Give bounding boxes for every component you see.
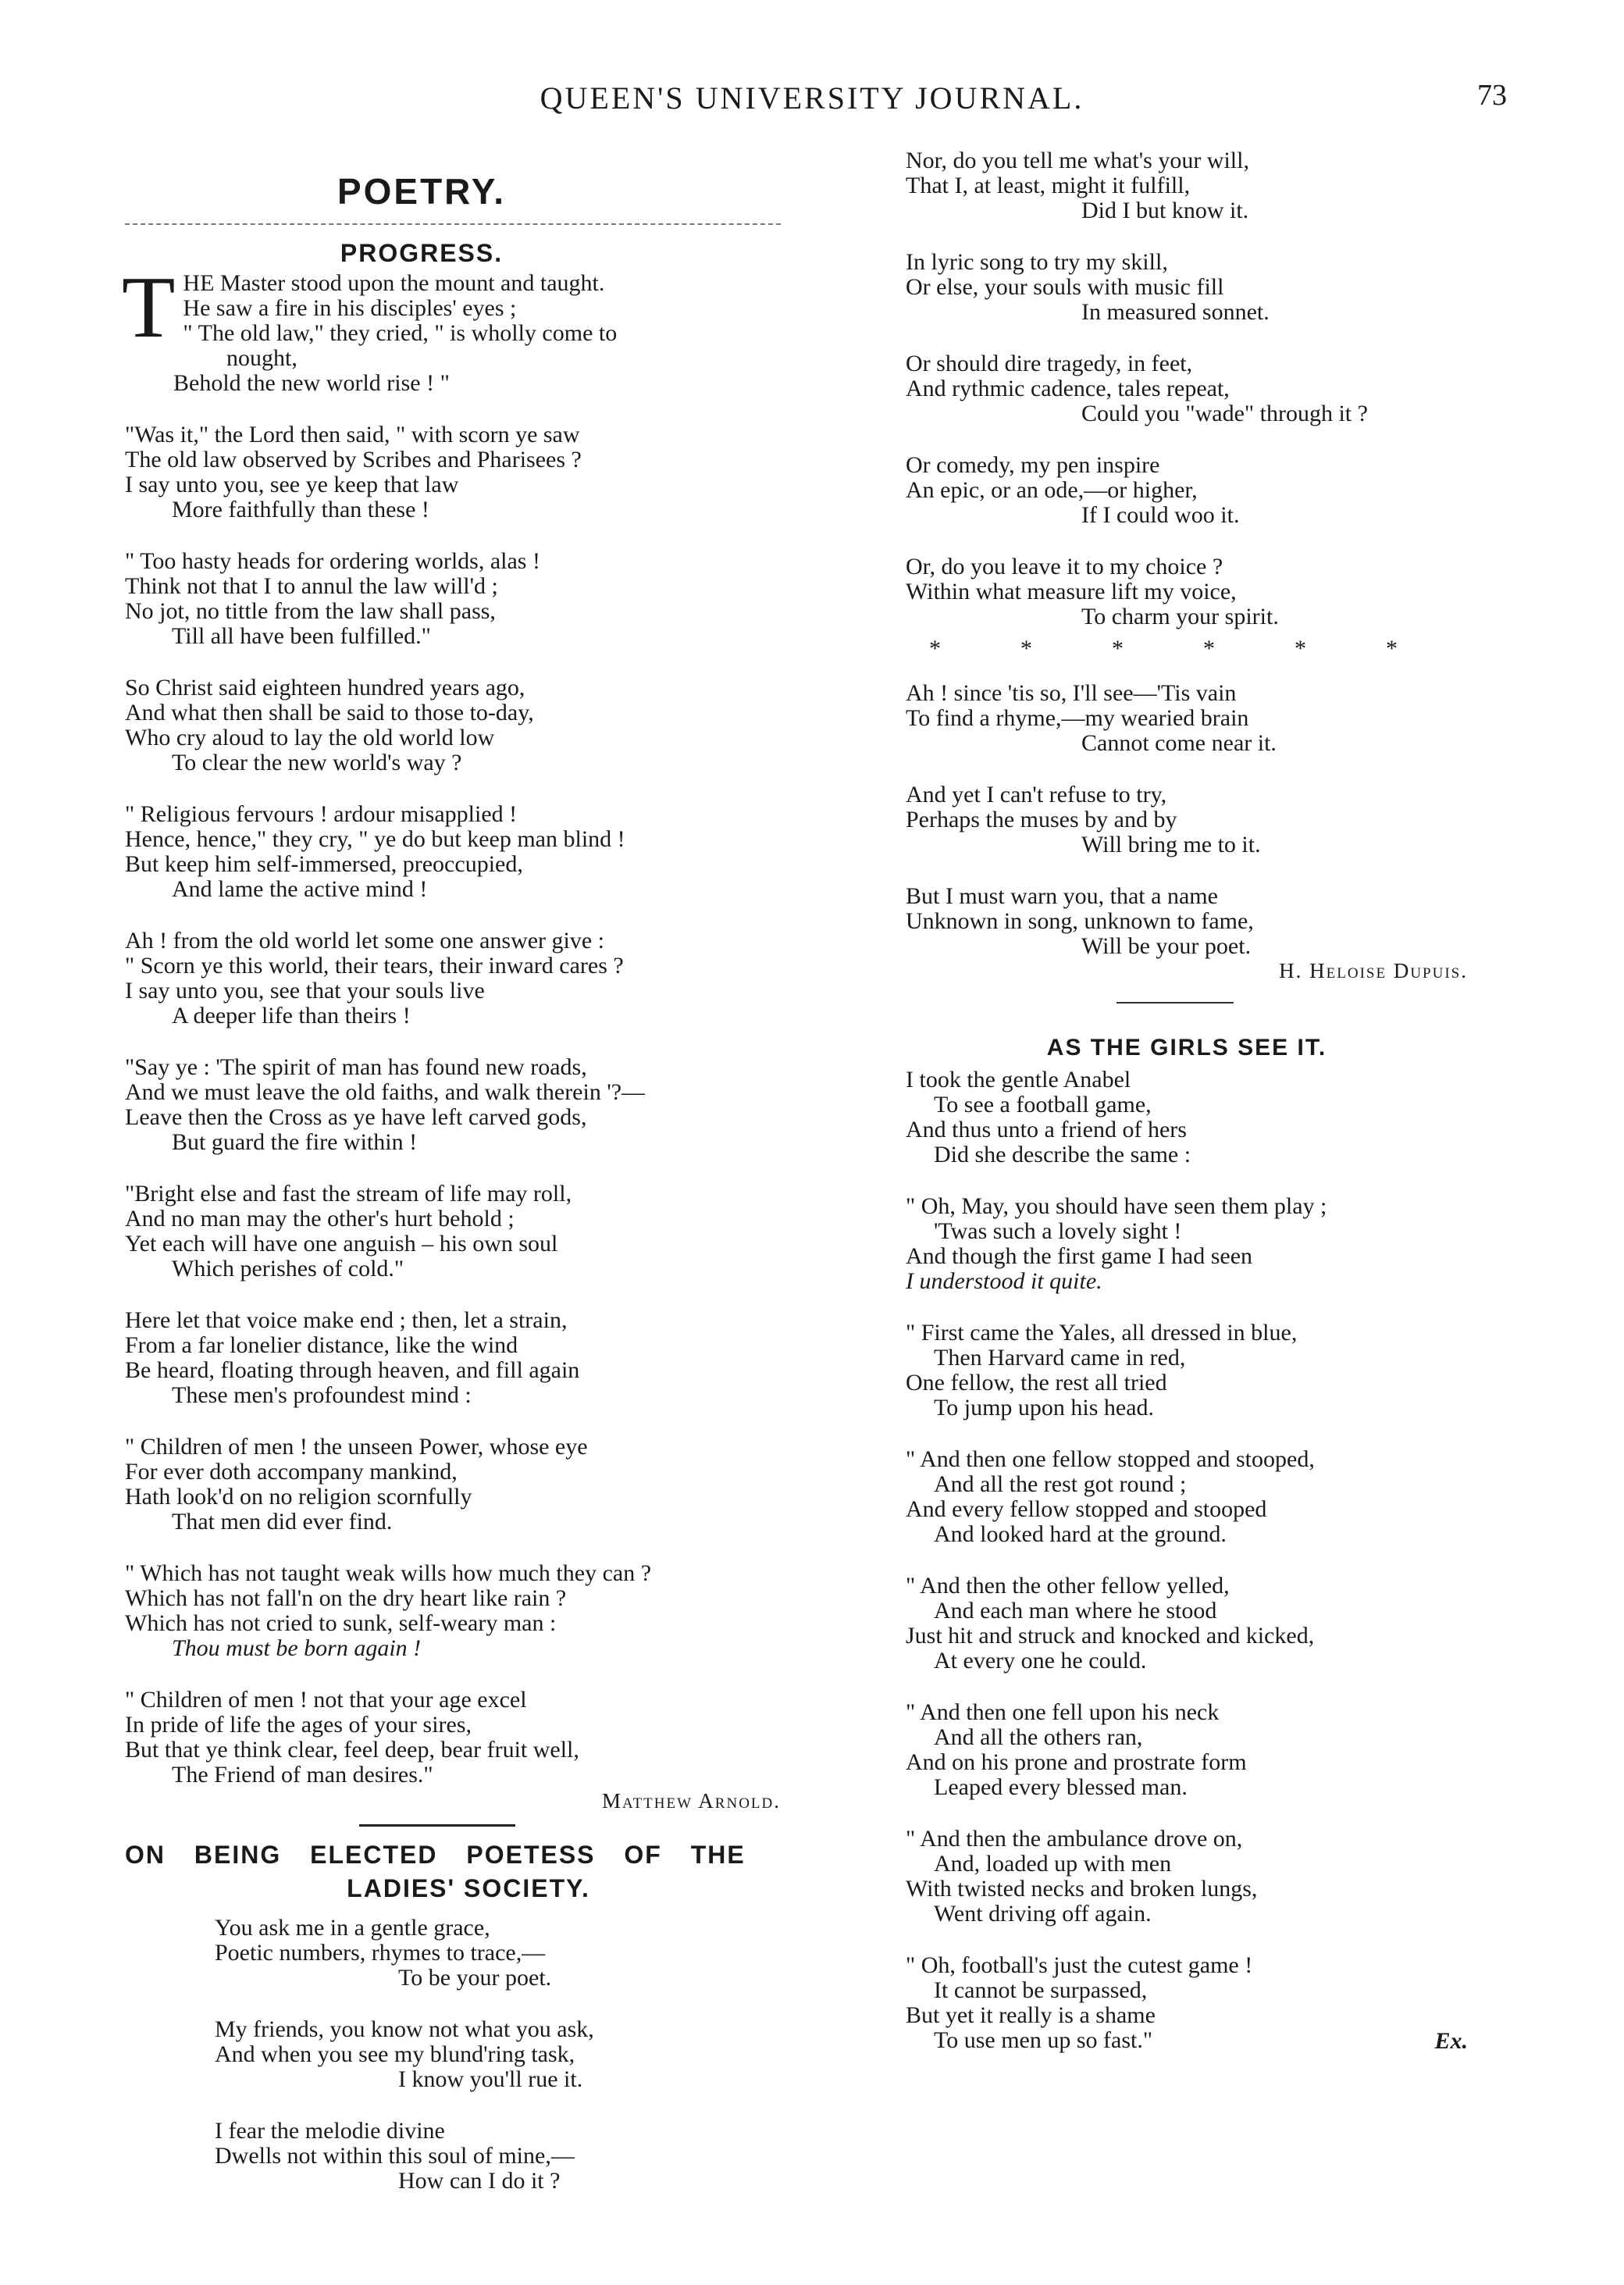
poem-line: Then Harvard came in red, bbox=[934, 1345, 1186, 1371]
stanza-gap bbox=[906, 528, 1499, 554]
poem-line: And yet I can't refuse to try, bbox=[906, 782, 1167, 807]
poetess-stanza bbox=[906, 681, 1499, 756]
poem-line: That men did ever find. bbox=[172, 1509, 393, 1535]
poem-line: And when you see my blund'ring task, bbox=[215, 2041, 575, 2067]
stanza-gap bbox=[906, 1421, 1499, 1447]
poem-line: Hence, hence," they cry, " ye do but keep man blind ! bbox=[125, 826, 625, 852]
poem-line: " Oh, May, you should have seen them play ; bbox=[906, 1193, 1327, 1219]
poem-line: Be heard, floating through heaven, and fill again bbox=[125, 1357, 580, 1383]
poem-line: To use men up so fast." bbox=[934, 2027, 1153, 2053]
poem-title-poetess-line1: ON BEING ELECTED POETESS OF THE bbox=[125, 1841, 746, 1869]
poem-line: Will bring me to it. bbox=[1081, 832, 1261, 857]
stanza-gap bbox=[906, 426, 1499, 453]
stanza-gap bbox=[906, 223, 1499, 250]
poem-line: And all the others ran, bbox=[934, 1724, 1143, 1750]
poem-line: And on his prone and prostrate form bbox=[906, 1749, 1247, 1775]
poem-line: Poetic numbers, rhymes to trace,— bbox=[215, 1940, 546, 1966]
stanza-gap bbox=[906, 756, 1499, 782]
left-column bbox=[122, 239, 812, 2194]
progress-stanza bbox=[125, 1561, 812, 1661]
poetess-stanza bbox=[906, 782, 1499, 857]
stanza-gap bbox=[125, 775, 812, 802]
stanza-gap bbox=[125, 1282, 812, 1308]
poem-line: Nor, do you tell me what's your will, bbox=[906, 148, 1249, 173]
stanza-gap bbox=[125, 1408, 812, 1435]
poem-line: Within what measure lift my voice, bbox=[906, 579, 1237, 604]
poem-line: " And then the ambulance drove on, bbox=[906, 1826, 1243, 1852]
progress-stanza bbox=[125, 422, 812, 522]
poem-line: " Scorn ye this world, their tears, their inward cares ? bbox=[125, 953, 624, 979]
poem-line: One fellow, the rest all tried bbox=[906, 1370, 1167, 1396]
girls-stanza bbox=[906, 1068, 1499, 1167]
poem-line: Leave then the Cross as ye have left carved gods, bbox=[125, 1104, 587, 1130]
progress-stanza-1 bbox=[122, 259, 812, 396]
poem-line: For ever doth accompany mankind, bbox=[125, 1459, 458, 1485]
poem-line: Just hit and struck and knocked and kicked, bbox=[906, 1623, 1315, 1649]
poem-line: Hath look'd on no religion scornfully bbox=[125, 1484, 472, 1510]
poem-line: The old law observed by Scribes and Pharisees ? bbox=[125, 447, 582, 472]
poem-line: But guard the fire within ! bbox=[172, 1129, 418, 1155]
poem-line: And though the first game I had seen bbox=[906, 1243, 1253, 1269]
poetess-stanza bbox=[906, 250, 1499, 325]
poem-line: Who cry aloud to lay the old world low bbox=[125, 725, 495, 750]
poem-line: And what then shall be said to those to-day, bbox=[125, 700, 534, 725]
poem-line: It cannot be surpassed, bbox=[934, 1977, 1148, 2003]
stanza-gap bbox=[125, 649, 812, 676]
poetess-stanza bbox=[215, 2119, 812, 2194]
girls-stanzas bbox=[906, 1068, 1499, 2053]
poem-title-girls: AS THE GIRLS SEE IT. bbox=[1046, 1035, 1327, 1061]
poem-line: Yet each will have one anguish – his own soul bbox=[125, 1231, 558, 1257]
poem-line: Unknown in song, unknown to fame, bbox=[906, 908, 1254, 934]
poem-line: But I must warn you, that a name bbox=[906, 883, 1218, 909]
running-head: QUEEN'S UNIVERSITY JOURNAL. bbox=[540, 80, 1084, 116]
stanza-gap bbox=[215, 1991, 812, 2017]
poem-line: So Christ said eighteen hundred years ago, bbox=[125, 675, 525, 700]
stanza-gap bbox=[125, 902, 812, 929]
poem-line: That I, at least, might it fulfill, bbox=[906, 173, 1191, 198]
poem-line: These men's profoundest mind : bbox=[172, 1382, 472, 1408]
poem-line: And no man may the other's hurt behold ; bbox=[125, 1206, 515, 1232]
poem-line: Which has not cried to sunk, self-weary man : bbox=[125, 1610, 557, 1636]
star-ornament: * bbox=[1295, 636, 1306, 661]
poem-line: An epic, or an ode,—or higher, bbox=[906, 477, 1198, 503]
progress-stanza bbox=[125, 929, 812, 1028]
poem-line: And each man where he stood bbox=[934, 1598, 1217, 1624]
poem-line: Which perishes of cold." bbox=[172, 1256, 404, 1282]
girls-stanza bbox=[906, 1574, 1499, 1674]
poem-line: At every one he could. bbox=[934, 1648, 1147, 1674]
poem-line: I fear the melodie divine bbox=[215, 2118, 445, 2144]
poem-line: I know you'll rue it. bbox=[398, 2066, 583, 2092]
stanza-gap bbox=[906, 1294, 1499, 1321]
star-ornament: * bbox=[1386, 636, 1398, 661]
poetess-stanza bbox=[906, 453, 1499, 528]
poem-line: Which has not fall'n on the dry heart like rain ? bbox=[125, 1585, 567, 1611]
progress-stanzas bbox=[125, 396, 812, 1788]
progress-stanza bbox=[125, 676, 812, 775]
star-ornament: * bbox=[1203, 636, 1215, 661]
poem-line: " Children of men ! not that your age excel bbox=[125, 1687, 527, 1713]
poetess-stanza bbox=[906, 884, 1499, 959]
poem-line: And lame the active mind ! bbox=[172, 876, 428, 902]
poem-line: Perhaps the muses by and by bbox=[906, 807, 1177, 832]
poem-line: " Children of men ! the unseen Power, whose eye bbox=[125, 1434, 588, 1460]
poem-divider bbox=[1116, 1002, 1234, 1003]
progress-stanza bbox=[125, 1688, 812, 1788]
stanza-gap bbox=[906, 1674, 1499, 1700]
poem-line: In lyric song to try my skill, bbox=[906, 249, 1168, 275]
poem-line: To clear the new world's way ? bbox=[172, 750, 462, 775]
stanza-gap bbox=[125, 522, 812, 549]
poem-line: Here let that voice make end ; then, let a strain, bbox=[125, 1307, 568, 1333]
poem-line: Or, do you leave it to my choice ? bbox=[906, 554, 1223, 579]
poem-line: But keep him self-immersed, preoccupied, bbox=[125, 851, 523, 877]
poem-line: My friends, you know not what you ask, bbox=[215, 2016, 594, 2042]
poem-line: And looked hard at the ground. bbox=[934, 1521, 1227, 1547]
poem-line: " And then one fell upon his neck bbox=[906, 1699, 1220, 1725]
poem-line: " And then one fellow stopped and stooped, bbox=[906, 1446, 1315, 1472]
section-stars bbox=[906, 636, 1398, 662]
poem-line: " Religious fervours ! ardour misapplied ! bbox=[125, 801, 518, 827]
poem-line: " First came the Yales, all dressed in blue, bbox=[906, 1320, 1298, 1346]
poem-line: Did she describe the same : bbox=[934, 1142, 1191, 1167]
poem-line: Thou must be born again ! bbox=[172, 1635, 422, 1661]
poem-line: If I could woo it. bbox=[1081, 502, 1240, 528]
stanza-gap bbox=[906, 1167, 1499, 1194]
poem-line: nought, bbox=[226, 345, 297, 371]
stanza-gap bbox=[906, 1800, 1499, 1827]
credit-ex: Ex. bbox=[1434, 2028, 1468, 2054]
poem-line: In measured sonnet. bbox=[1081, 299, 1270, 325]
poem-line: With twisted necks and broken lungs, bbox=[906, 1876, 1258, 1902]
stanza-gap bbox=[125, 1661, 812, 1688]
poetess-stanza bbox=[906, 148, 1499, 223]
poem-line: " Which has not taught weak wills how much they can ? bbox=[125, 1560, 652, 1586]
stanza-gap bbox=[125, 396, 812, 422]
stanza-gap bbox=[125, 1028, 812, 1055]
poetess-stanzas-after bbox=[906, 681, 1499, 959]
poem-line: I say unto you, see that your souls live bbox=[125, 978, 485, 1003]
poem-line: And we must leave the old faiths, and walk therein '?— bbox=[125, 1079, 646, 1105]
poem-line: I say unto you, see ye keep that law bbox=[125, 472, 459, 497]
poem-line: Or should dire tragedy, in feet, bbox=[906, 351, 1193, 376]
progress-stanza bbox=[125, 1435, 812, 1535]
poem-line: And thus unto a friend of hers bbox=[906, 1117, 1187, 1142]
poem-line: I understood it quite. bbox=[906, 1268, 1102, 1294]
drop-cap: T bbox=[122, 259, 176, 356]
poem-line: Dwells not within this soul of mine,— bbox=[215, 2143, 575, 2169]
stanza-gap bbox=[906, 1547, 1499, 1574]
stanza-gap bbox=[906, 857, 1499, 884]
poem-line: To see a football game, bbox=[934, 1092, 1152, 1118]
poem-line: The Friend of man desires." bbox=[172, 1762, 433, 1788]
progress-stanza bbox=[125, 1182, 812, 1282]
girls-stanza bbox=[906, 1447, 1499, 1547]
section-title: POETRY. bbox=[337, 171, 507, 212]
progress-stanza bbox=[125, 802, 812, 902]
poem-line: HE Master stood upon the mount and taught. bbox=[183, 270, 605, 296]
poem-line: But yet it really is a shame bbox=[906, 2002, 1156, 2028]
poem-line: I took the gentle Anabel bbox=[906, 1067, 1131, 1093]
poem-line: Could you "wade" through it ? bbox=[1081, 401, 1368, 426]
poetess-stanza bbox=[215, 2017, 812, 2092]
poem-line: How can I do it ? bbox=[398, 2168, 561, 2194]
progress-stanza bbox=[125, 1055, 812, 1155]
poem-line: But that ye think clear, feel deep, bear fruit well, bbox=[125, 1737, 579, 1763]
poem-line: You ask me in a gentle grace, bbox=[215, 1915, 490, 1941]
poem-title-progress: PROGRESS. bbox=[340, 239, 504, 267]
stanza-gap bbox=[125, 1155, 812, 1182]
poem-line: " Oh, football's just the cutest game ! bbox=[906, 1952, 1253, 1978]
poem-line: Cannot come near it. bbox=[1081, 730, 1277, 756]
stanza-gap bbox=[125, 1535, 812, 1561]
poem-divider bbox=[359, 1824, 515, 1827]
progress-stanza bbox=[125, 549, 812, 649]
poem-line: " The old law," they cried, " is wholly come to bbox=[183, 320, 618, 346]
poem-line: Behold the new world rise ! " bbox=[173, 370, 450, 396]
poem-line: Leaped every blessed man. bbox=[934, 1774, 1188, 1800]
girls-stanza bbox=[906, 1321, 1499, 1421]
girls-stanza bbox=[906, 1827, 1499, 1927]
author-matthew-arnold: Matthew Arnold. bbox=[601, 1789, 781, 1813]
poem-line: Think not that I to annul the law will'd ; bbox=[125, 573, 498, 599]
poem-line: To find a rhyme,—my wearied brain bbox=[906, 705, 1249, 731]
poem-line: And, loaded up with men bbox=[934, 1851, 1172, 1877]
poem-line: To charm your spirit. bbox=[1081, 604, 1279, 629]
poem-line: Will be your poet. bbox=[1081, 933, 1252, 959]
girls-stanza bbox=[906, 1700, 1499, 1800]
poem-line: A deeper life than theirs ! bbox=[172, 1003, 411, 1028]
star-ornament: * bbox=[1112, 636, 1124, 661]
poetess-stanza bbox=[906, 351, 1499, 426]
progress-stanza bbox=[125, 1308, 812, 1408]
poem-line: "Was it," the Lord then said, " with scorn ye saw bbox=[125, 422, 580, 447]
poem-line: To be your poet. bbox=[398, 1965, 552, 1991]
poetess-stanza bbox=[906, 554, 1499, 629]
stanza-gap bbox=[906, 325, 1499, 351]
poem-line: "Say ye : 'The spirit of man has found new roads, bbox=[125, 1054, 587, 1080]
poem-line: Did I but know it. bbox=[1081, 198, 1249, 223]
poetess-stanzas-left bbox=[125, 1916, 812, 2194]
poem-line: "Bright else and fast the stream of life may roll, bbox=[125, 1181, 572, 1207]
poem-line: Or else, your souls with music fill bbox=[906, 274, 1224, 300]
poem-title-poetess-line2: LADIES' SOCIETY. bbox=[347, 1874, 590, 1902]
poem-line: More faithfully than these ! bbox=[172, 497, 429, 522]
star-ornament: * bbox=[929, 636, 941, 661]
page-number: 73 bbox=[1477, 79, 1507, 112]
poem-line: Till all have been fulfilled." bbox=[172, 623, 431, 649]
author-heloise-dupuis: H. Heloise Dupuis. bbox=[1279, 959, 1468, 982]
poem-line: " Too hasty heads for ordering worlds, alas ! bbox=[125, 548, 540, 574]
poem-line: 'Twas such a lovely sight ! bbox=[934, 1218, 1182, 1244]
poem-line: Or comedy, my pen inspire bbox=[906, 452, 1160, 478]
poem-line: In pride of life the ages of your sires, bbox=[125, 1712, 472, 1738]
poem-line: And every fellow stopped and stooped bbox=[906, 1496, 1267, 1522]
poetess-stanza bbox=[215, 1916, 812, 1991]
poem-line: And rythmic cadence, tales repeat, bbox=[906, 376, 1230, 401]
star-ornament: * bbox=[1020, 636, 1032, 661]
poem-line: He saw a fire in his disciples' eyes ; bbox=[183, 295, 517, 321]
poem-line: Ah ! since 'tis so, I'll see—'Tis vain bbox=[906, 680, 1237, 706]
poem-line: " And then the other fellow yelled, bbox=[906, 1573, 1230, 1599]
right-column bbox=[906, 148, 1499, 2055]
poem-line: To jump upon his head. bbox=[934, 1395, 1155, 1421]
poetess-stanzas-right bbox=[906, 148, 1499, 629]
poem-line: Went driving off again. bbox=[934, 1901, 1152, 1927]
stanza-gap bbox=[215, 2092, 812, 2119]
poem-line: No jot, no tittle from the law shall pass, bbox=[125, 598, 496, 624]
section-divider bbox=[125, 223, 781, 225]
girls-stanza bbox=[906, 1194, 1499, 1294]
poem-line: From a far lonelier distance, like the wind bbox=[125, 1332, 518, 1358]
poem-line: And all the rest got round ; bbox=[934, 1471, 1187, 1497]
poem-line: Ah ! from the old world let some one answer give : bbox=[125, 928, 605, 954]
stanza-gap bbox=[906, 1927, 1499, 1953]
